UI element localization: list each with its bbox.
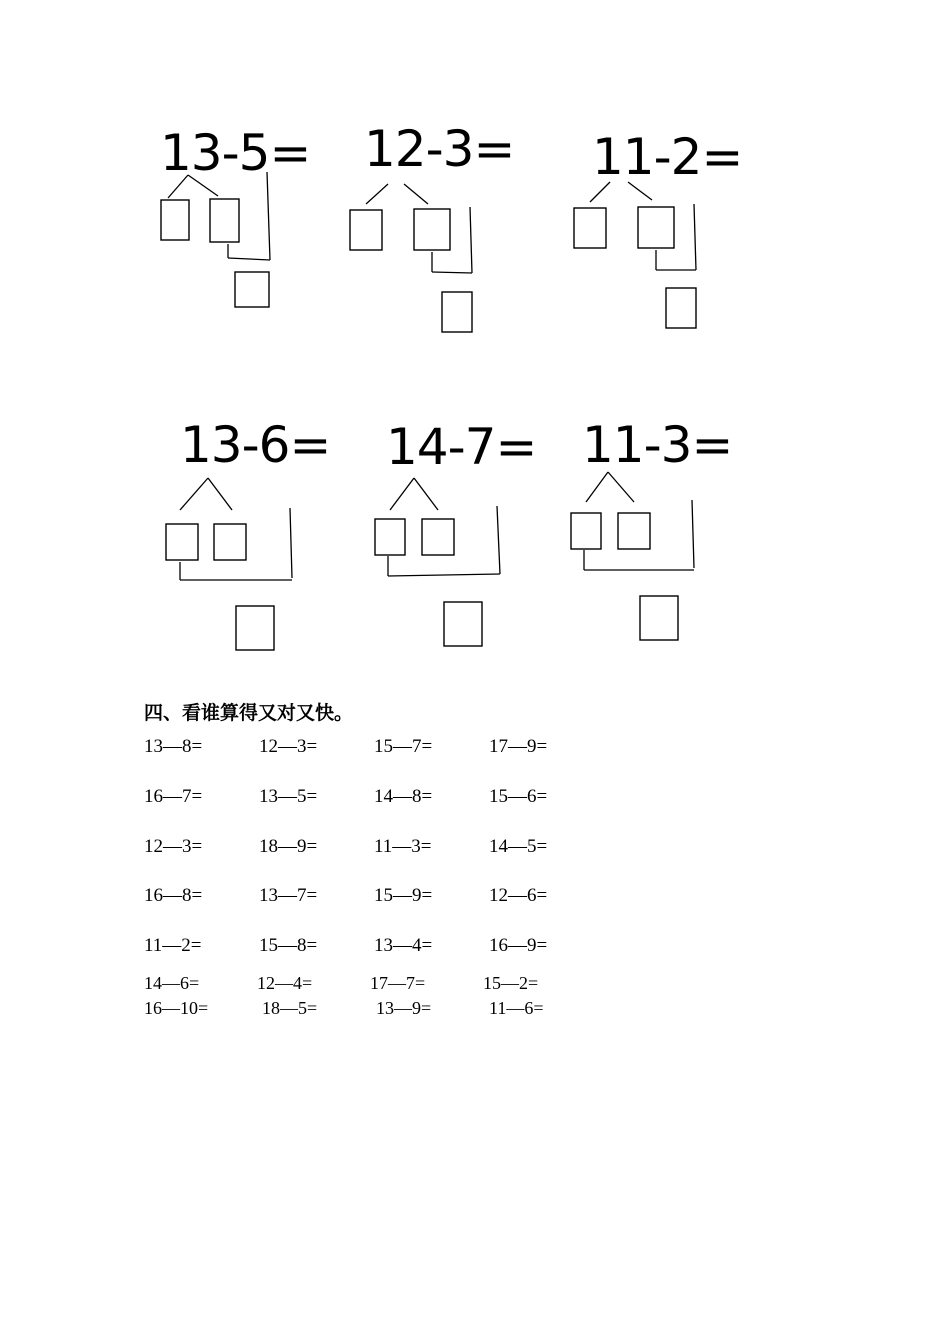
- expression-2: 12-3=: [364, 120, 515, 178]
- answer-box-5a: [375, 519, 405, 555]
- problem: 13—5=: [259, 786, 318, 807]
- problem: 17—9=: [489, 736, 548, 757]
- problem: 11—3=: [374, 836, 432, 857]
- diagram-3: [572, 120, 812, 360]
- problem: 16—10=: [144, 998, 209, 1018]
- split-lines-2: [348, 120, 588, 340]
- problem: 13—8=: [144, 736, 203, 757]
- problem: 17—7=: [370, 973, 426, 993]
- problem: 15—8=: [259, 935, 318, 956]
- problem: 11—6=: [489, 998, 544, 1018]
- problem: 18—5=: [262, 998, 318, 1018]
- problem: 15—6=: [489, 786, 548, 807]
- section-title: 四、看谁算得又对又快。: [144, 702, 354, 724]
- answer-box-6c: [640, 596, 678, 640]
- problem: 12—6=: [489, 885, 548, 906]
- problem: 14—8=: [374, 786, 433, 807]
- problem: 15—7=: [374, 736, 433, 757]
- answer-box-1c: [235, 272, 269, 307]
- expression-1: 13-5=: [160, 124, 311, 182]
- diagram-6: [568, 416, 808, 656]
- split-lines-3: [572, 120, 812, 340]
- answer-box-6a: [571, 513, 601, 549]
- answer-box-1a: [161, 200, 189, 240]
- answer-box-3b: [638, 207, 674, 248]
- problem: 12—3=: [259, 736, 318, 757]
- problem: 13—7=: [259, 885, 318, 906]
- diagram-4: [164, 416, 404, 656]
- answer-box-1b: [210, 199, 239, 242]
- expression-5: 14-7=: [386, 418, 537, 476]
- answer-box-4c: [236, 606, 274, 650]
- problem: 14—5=: [489, 836, 548, 857]
- problem: 15—9=: [374, 885, 433, 906]
- problem: 12—3=: [144, 836, 203, 857]
- answer-box-2b: [414, 209, 450, 250]
- problem: 15—2=: [483, 973, 539, 993]
- split-lines-4: [164, 416, 404, 656]
- answer-box-4a: [166, 524, 198, 560]
- answer-box-6b: [618, 513, 650, 549]
- problem: 16—7=: [144, 786, 203, 807]
- problem: 16—8=: [144, 885, 203, 906]
- expression-4: 13-6=: [180, 416, 331, 474]
- answer-box-5c: [444, 602, 482, 646]
- problem: 16—9=: [489, 935, 548, 956]
- problem: 11—2=: [144, 935, 202, 956]
- answer-box-3c: [666, 288, 696, 328]
- problem: 13—4=: [374, 935, 433, 956]
- answer-box-4b: [214, 524, 246, 560]
- split-lines-6: [568, 416, 808, 656]
- expression-6: 11-3=: [582, 416, 733, 474]
- problem: 13—9=: [376, 998, 432, 1018]
- answer-box-2c: [442, 292, 472, 332]
- expression-3: 11-2=: [592, 128, 743, 186]
- diagram-2: [348, 120, 588, 360]
- answer-box-5b: [422, 519, 454, 555]
- problem: 18—9=: [259, 836, 318, 857]
- problem: 12—4=: [257, 973, 313, 993]
- answer-box-2a: [350, 210, 382, 250]
- answer-box-3a: [574, 208, 606, 248]
- problem: 14—6=: [144, 973, 200, 993]
